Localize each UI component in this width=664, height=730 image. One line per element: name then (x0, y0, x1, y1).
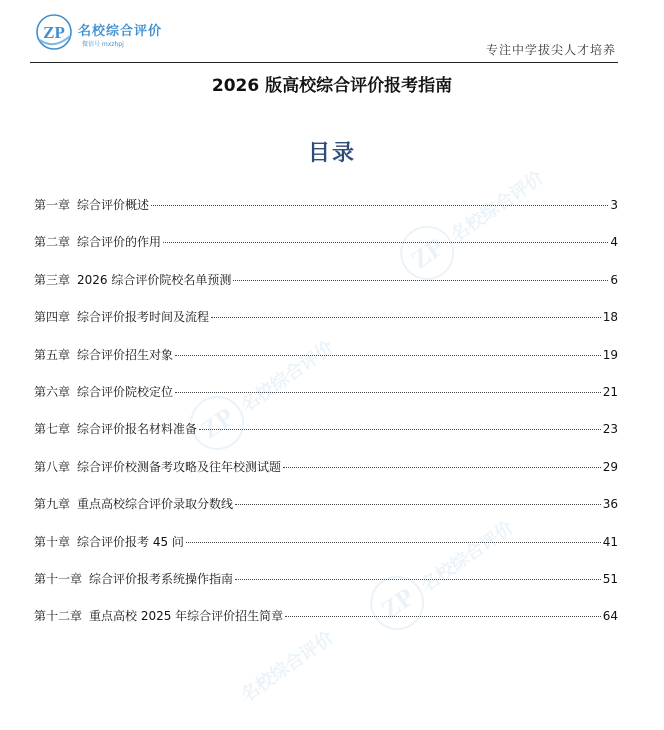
toc-dot-leader (235, 579, 601, 580)
toc-title: 综合评价报名材料准备 (77, 422, 198, 437)
toc-page-number: 41 (602, 534, 618, 549)
toc-dot-leader (283, 467, 601, 468)
toc-dot-leader (163, 242, 608, 243)
toc-page-number: 19 (602, 347, 618, 362)
toc-title: 综合评价的作用 (77, 235, 162, 250)
toc-chapter: 第十一章 (34, 571, 83, 586)
toc-chapter: 第三章 (34, 272, 71, 287)
toc-heading: 目录 (307, 141, 356, 166)
toc-title: 综合评价报考时间及流程 (77, 310, 210, 325)
toc-dot-leader (233, 280, 608, 281)
toc-dot-leader (285, 616, 601, 617)
toc-chapter: 第八章 (34, 459, 71, 474)
toc-entry[interactable] (34, 383, 618, 420)
toc-page-number: 3 (610, 198, 618, 212)
toc-entry[interactable] (34, 607, 618, 644)
logo-name: 名校综合评价 (78, 24, 163, 39)
toc-entry[interactable] (34, 458, 618, 495)
toc-entry[interactable] (34, 570, 618, 607)
page-header (0, 0, 664, 70)
table-of-contents (34, 196, 618, 645)
toc-title: 综合评价报考 45 问 (77, 534, 184, 549)
toc-title: 重点高校 2025 年综合评价招生简章 (89, 609, 284, 624)
toc-entry[interactable] (34, 346, 618, 383)
watermark-mark: ZP (195, 401, 240, 445)
toc-entry[interactable] (34, 495, 618, 532)
logo-subtitle: 微信号 mxzhpj (82, 41, 124, 48)
toc-dot-leader (151, 205, 608, 206)
toc-chapter: 第十二章 (34, 609, 83, 624)
toc-entry[interactable] (34, 271, 618, 308)
toc-page-number: 29 (602, 459, 618, 474)
watermark-mark: ZP (405, 231, 450, 275)
toc-chapter: 第九章 (34, 497, 71, 512)
toc-dot-leader (235, 504, 601, 505)
toc-dot-leader (199, 429, 601, 430)
toc-title: 综合评价概述 (77, 198, 150, 212)
toc-chapter: 第六章 (34, 384, 71, 399)
toc-page-number: 18 (602, 310, 618, 325)
toc-page-number: 6 (610, 272, 618, 287)
toc-dot-leader (186, 542, 601, 543)
toc-page-number: 64 (602, 609, 618, 624)
toc-title: 重点高校综合评价录取分数线 (77, 497, 234, 512)
header-tagline: 专注中学拔尖人才培养 (485, 43, 616, 57)
watermark-text: 名校综合评价 (417, 517, 518, 597)
toc-entry[interactable] (34, 233, 618, 270)
logo-mark-text: ZP (43, 23, 65, 42)
toc-chapter: 第四章 (34, 310, 71, 325)
toc-title: 综合评价校测备考攻略及往年校测试题 (77, 459, 282, 474)
toc-entry[interactable] (34, 196, 618, 233)
watermark-mark: ZP (375, 581, 420, 625)
toc-chapter: 第一章 (34, 198, 71, 212)
toc-page-number: 51 (602, 571, 618, 586)
toc-page-number: 23 (602, 422, 618, 437)
toc-chapter: 第五章 (34, 347, 71, 362)
toc-title: 2026 综合评价院校名单预测 (77, 272, 232, 287)
document-title: 2026 版高校综合评价报考指南 (211, 76, 453, 96)
toc-dot-leader (211, 317, 601, 318)
zp-logo-icon (34, 12, 78, 52)
header-divider (30, 62, 618, 63)
toc-title: 综合评价招生对象 (77, 347, 174, 362)
toc-chapter: 第二章 (34, 235, 71, 250)
toc-entry[interactable] (34, 420, 618, 457)
toc-chapter: 第十章 (34, 534, 71, 549)
brand-logo (34, 12, 174, 52)
toc-page-number: 21 (602, 384, 618, 399)
toc-dot-leader (175, 355, 601, 356)
toc-entry[interactable] (34, 533, 618, 570)
toc-chapter: 第七章 (34, 422, 71, 437)
toc-dot-leader (175, 392, 601, 393)
watermark-text: 名校综合评价 (237, 627, 338, 707)
toc-title: 综合评价报考系统操作指南 (89, 571, 234, 586)
toc-page-number: 4 (610, 235, 618, 250)
watermark-text: 名校综合评价 (447, 167, 548, 247)
toc-entry[interactable] (34, 308, 618, 345)
toc-title: 综合评价院校定位 (77, 384, 174, 399)
toc-page-number: 36 (602, 497, 618, 512)
watermark-text: 名校综合评价 (237, 337, 338, 417)
